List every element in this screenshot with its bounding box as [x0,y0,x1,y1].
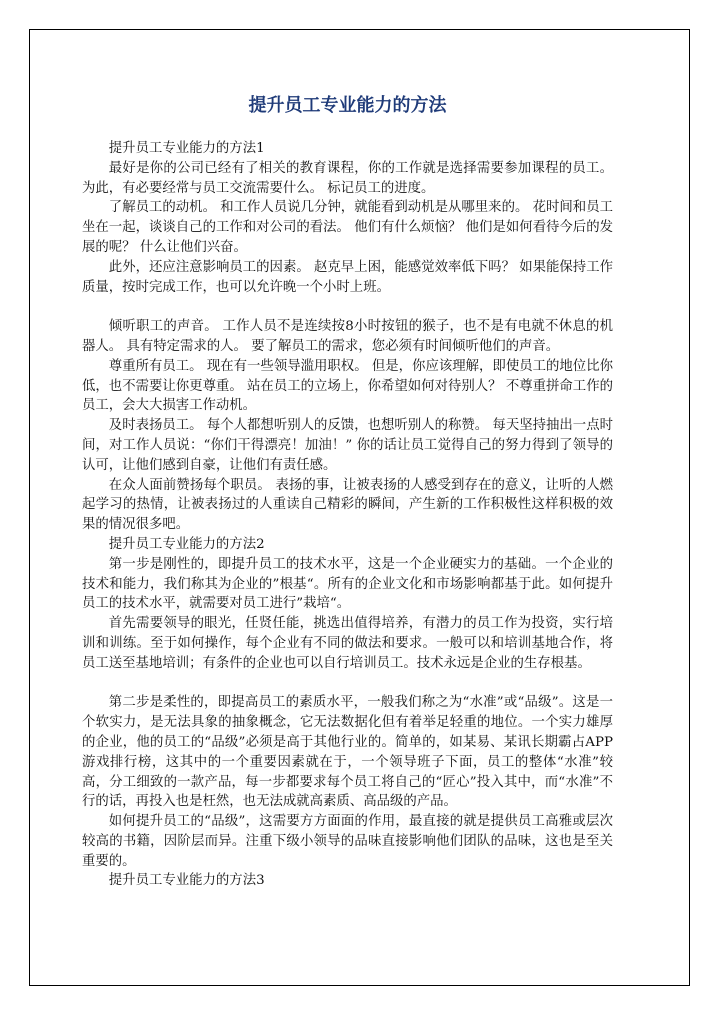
document-body [82,60,613,891]
section-heading: 提升员工专业能力的方法1 [108,141,265,156]
paragraph: 首先需要领导的眼光，任贤任能，挑选出值得培养，有潜力的员工作为投资，实行培训和训练。至于如何操作，每个企业有不同的做法和要求。一般可以和培训基地合作，将员工送至基地培训；有条件的企业也可以自行培训员工。技术永远是企业的生存根基。 [82,616,613,671]
section-heading: 提升员工专业能力的方法3 [108,873,265,889]
paragraph: 倾听职工的声音。 工作人员不是连续按8小时按钮的猴子，也不是有电就不休息的机器人。 具有特定需求的人。 要了解员工的需求，您必须有时间倾听他们的声音。 [82,319,613,354]
section-heading: 提升员工专业能力的方法2 [108,536,265,552]
paragraph: 在众人面前赞扬每个职员。 表扬的事，让被表扬的人感受到存在的意义，让听的人燃起学习的热情，让被表扬过的人重读自己精彩的瞬间，产生新的工作积极性这样积极的效果的情况很多吧。 [82,477,613,533]
paragraph: 尊重所有员工。 现在有一些领导滥用职权。 但是，你应该理解，即使员工的地位比你低，也不需要让你更尊重。 站在员工的立场上，你希望如何对待别人？ 不尊重拼命工作的员工，会大大损害工作动机。 [82,358,613,414]
paragraph: 最好是你的公司已经有了相关的教育课程，你的工作就是选择需要参加课程的员工。 为此，有必要经常与员工交流需要什么。 标记员工的进度。 [82,160,613,196]
paragraph: 如何提升员工的“品级”，这需要方方面面的作用，最直接的就是提供员工高雅或层次较高的书籍，因阶层而异。注重下级小领导的品味直接影响他们团队的品味，这也是至关重要的。 [82,814,613,869]
paragraph: 第二步是柔性的，即提高员工的素质水平，一般我们称之为“水准”或“品级”。这是一个软实力，是无法具象的抽象概念，它无法数据化但有着举足轻重的地位。一个实力雄厚的企业，他的员工的“品级”必须是高于其他行业的。简单的，如某易、某讯长期霸占APP游戏排行榜，这其中的一个重要因素就在于，一个领导班子下面，员工的整体“水准”较高，分工细致的一款产品，每一步都要求每个员工将自己的“匠心”投入其中，而“水准”不行的话，再投入也是枉然，也无法成就高素质、高品级的产品。 [82,695,613,810]
blank-line [82,297,613,317]
blank-line [82,674,613,694]
paragraph: 及时表扬员工。 每个人都想听别人的反馈，也想听别人的称赞。 每天坚持抽出一点时间，对工作人员说：“你们干得漂亮！加油！” 你的话让员工觉得自己的努力得到了领导的认可，让他们感到自豪，让他们有责任感。 [82,418,613,473]
document-title: 提升员工专业能力的方法 [248,95,447,116]
paragraph: 此外，还应注意影响员工的因素。 赵克早上困，能感觉效率低下吗？ 如果能保持工作质量，按时完成工作，也可以允许晚一个小时上班。 [82,259,613,295]
paragraph: 第一步是刚性的，即提升员工的技术水平，这是一个企业硬实力的基础。一个企业的技术和能力，我们称其为企业的”根基“。所有的企业文化和市场影响都基于此。如何提升员工的技术水平，就需要对员工进行”栽培“。 [82,556,613,612]
paragraph: 了解员工的动机。 和工作人员说几分钟，就能看到动机是从哪里来的。 花时间和员工坐在一起，谈谈自己的工作和对公司的看法。 他们有什么烦恼？ 他们是如何看待今后的发展的呢？ 什么让他们兴奋。 [82,200,613,255]
